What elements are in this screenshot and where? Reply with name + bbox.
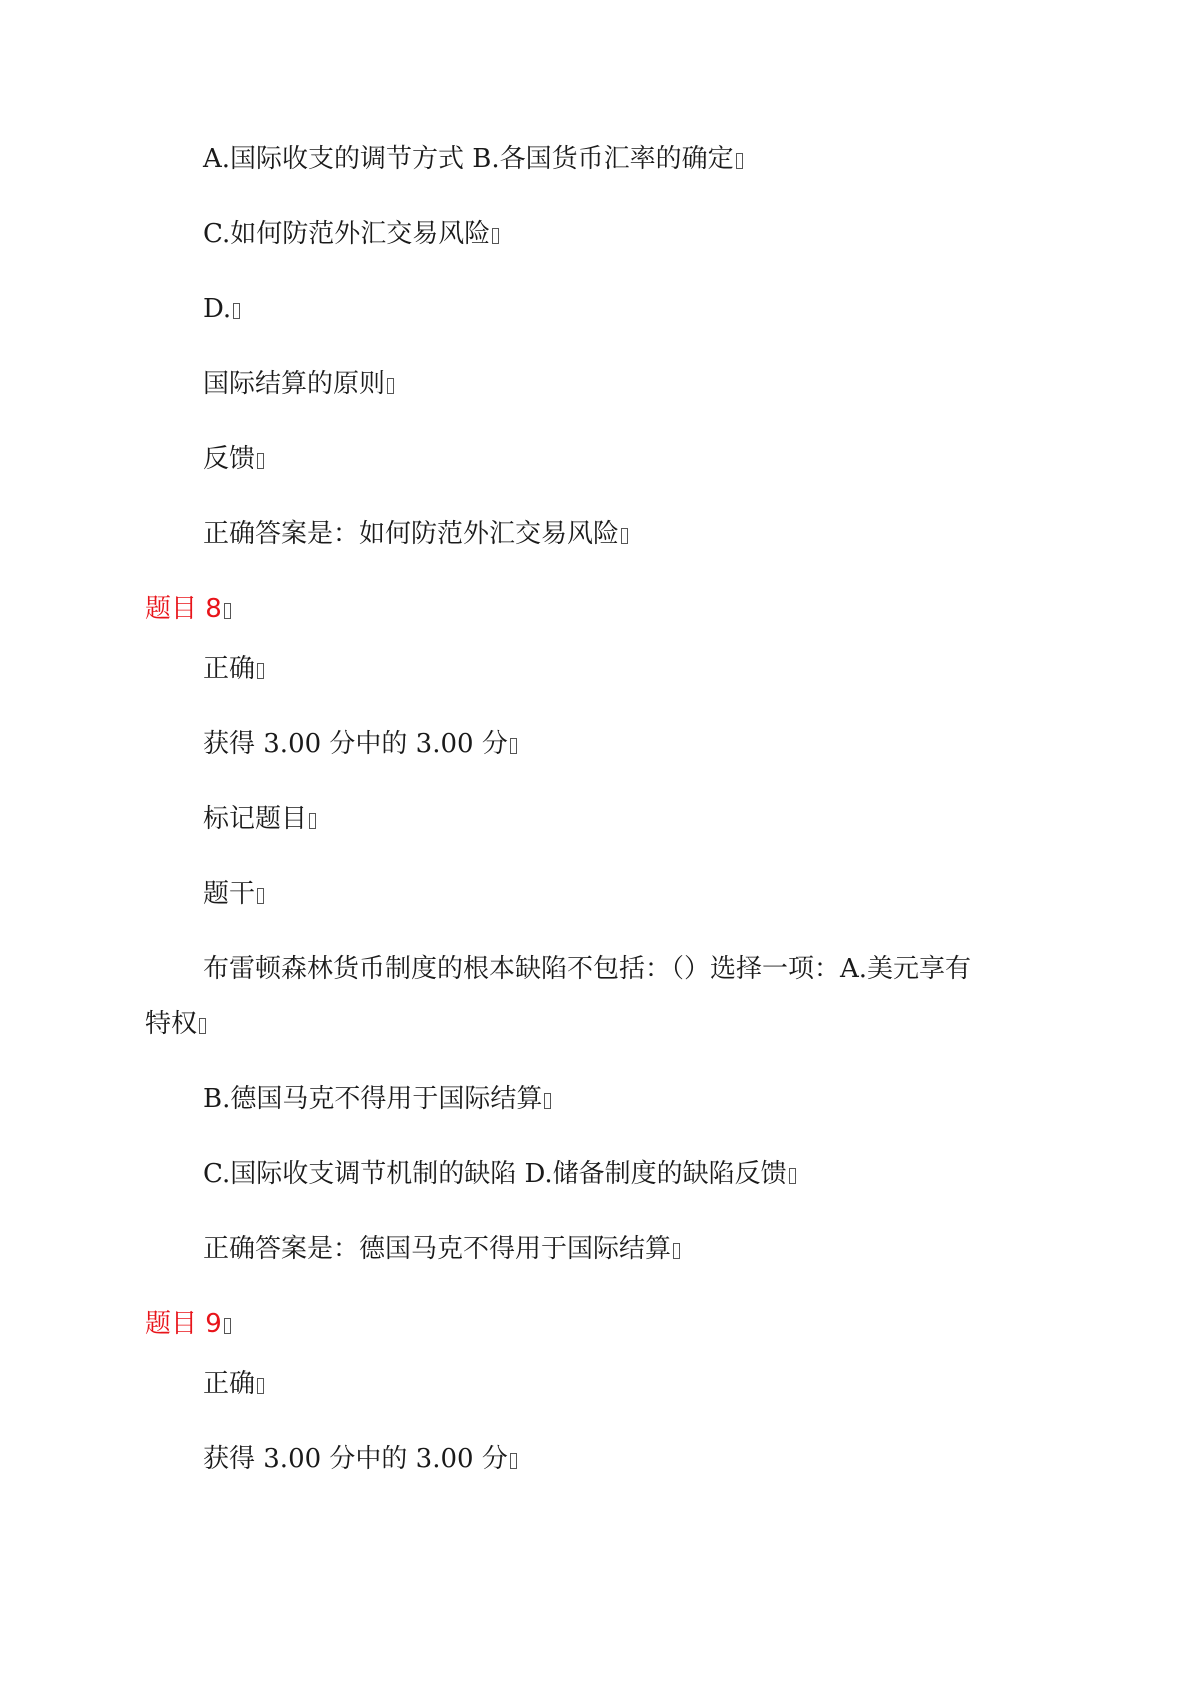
paragraph-mark-icon	[233, 303, 240, 319]
q7-option-d-text-value: 国际结算的原则	[203, 369, 386, 399]
q8-option-b-text: B.德国马克不得用于国际结算	[203, 1084, 543, 1114]
q8-option-cd-text: C.国际收支调节机制的缺陷 D.储备制度的缺陷反馈	[203, 1159, 787, 1189]
q8-stem-label-text: 题干	[203, 879, 256, 909]
q8-option-cd	[203, 1157, 796, 1191]
q7-option-c-text: C.如何防范外汇交易风险	[203, 219, 491, 249]
paragraph-mark-icon	[544, 1093, 551, 1109]
q8-option-b	[203, 1082, 551, 1116]
paragraph-mark-icon	[199, 1018, 206, 1034]
q9-score	[203, 1442, 517, 1476]
paragraph-mark-icon	[257, 1378, 264, 1394]
paragraph-mark-icon	[257, 888, 264, 904]
q8-flag	[203, 802, 316, 836]
q7-option-d-text	[203, 367, 394, 401]
q9-status-text: 正确	[203, 1369, 256, 1399]
q7-option-ab	[203, 142, 743, 176]
q8-stem-line1-text: 布雷顿森林货币制度的根本缺陷不包括：（）选择一项：A.美元享有	[203, 954, 972, 984]
q8-heading	[145, 592, 231, 626]
q7-option-ab-text: A.国际收支的调节方式 B.各国货币汇率的确定	[203, 144, 734, 174]
paragraph-mark-icon	[673, 1243, 680, 1259]
q8-answer-text: 正确答案是：德国马克不得用于国际结算	[203, 1234, 672, 1264]
q8-stem-line2	[145, 1007, 206, 1041]
q8-status	[203, 652, 264, 686]
q9-status	[203, 1367, 264, 1401]
q7-feedback-label-text: 反馈	[203, 444, 256, 474]
q7-option-d	[203, 292, 240, 326]
q8-score-text: 获得 3.00 分中的 3.00 分	[203, 729, 508, 759]
q7-option-c	[203, 217, 499, 251]
q9-heading-text: 题目 9	[145, 1309, 222, 1339]
paragraph-mark-icon	[309, 813, 316, 829]
paragraph-mark-icon	[492, 228, 499, 244]
q7-option-d-prefix: D.	[203, 294, 232, 324]
q8-stem-label	[203, 877, 264, 911]
paragraph-mark-icon	[736, 153, 743, 169]
q8-stem-line2-text: 特权	[145, 1009, 198, 1039]
paragraph-mark-icon	[510, 1453, 517, 1469]
q9-heading	[145, 1307, 231, 1341]
paragraph-mark-icon	[387, 378, 394, 394]
q8-score	[203, 727, 517, 761]
q8-heading-text: 题目 8	[145, 594, 222, 624]
q9-score-text: 获得 3.00 分中的 3.00 分	[203, 1444, 508, 1474]
q7-feedback-label	[203, 442, 264, 476]
paragraph-mark-icon	[257, 453, 264, 469]
q8-status-text: 正确	[203, 654, 256, 684]
paragraph-mark-icon	[510, 738, 517, 754]
paragraph-mark-icon	[789, 1168, 796, 1184]
q8-stem-line1	[203, 952, 971, 986]
paragraph-mark-icon	[224, 1318, 231, 1334]
q7-answer	[203, 517, 628, 551]
q8-answer	[203, 1232, 680, 1266]
q7-answer-text: 正确答案是：如何防范外汇交易风险	[203, 519, 620, 549]
paragraph-mark-icon	[224, 603, 231, 619]
paragraph-mark-icon	[257, 663, 264, 679]
q8-flag-text: 标记题目	[203, 804, 308, 834]
paragraph-mark-icon	[621, 528, 628, 544]
